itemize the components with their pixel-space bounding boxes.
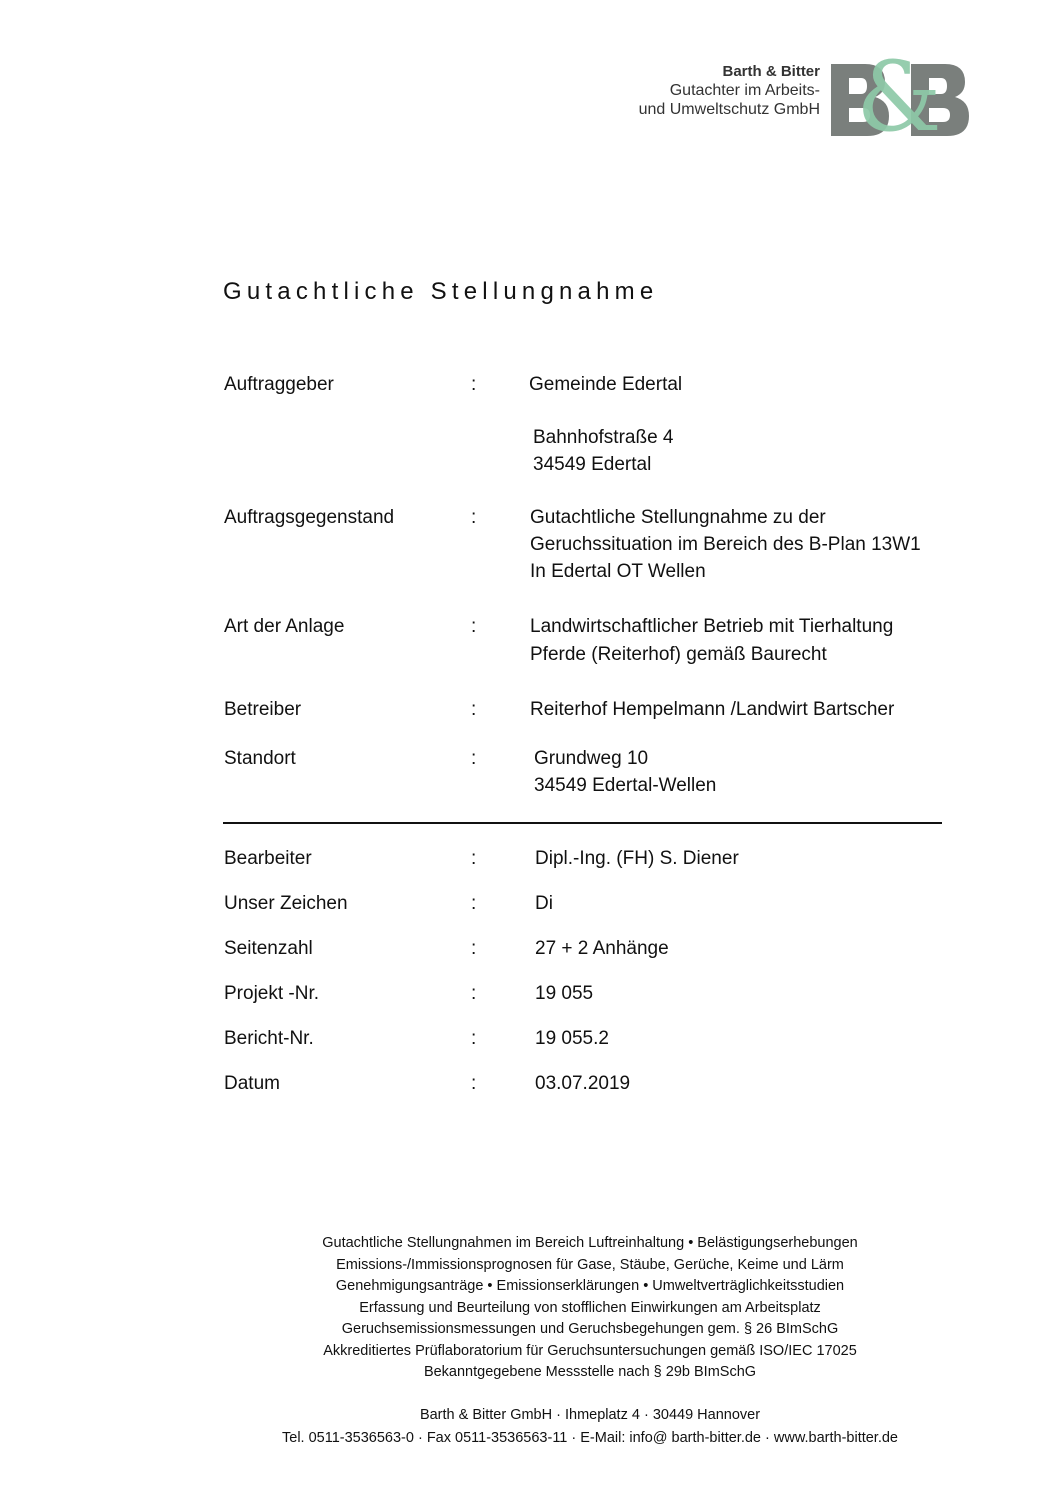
detail-colon: :: [471, 1028, 477, 1049]
field-value-line: Gemeinde Edertal: [529, 374, 683, 395]
detail-colon: :: [471, 983, 477, 1004]
field-label: Auftragsgegenstand: [224, 507, 395, 528]
field-value-line: In Edertal OT Wellen: [530, 561, 706, 582]
detail-label: Projekt -Nr.: [224, 983, 320, 1004]
field-colon: :: [471, 616, 477, 637]
field-value-line: Pferde (Reiterhof) gemäß Baurecht: [530, 644, 827, 665]
footer-service-line: Emissions-/Immissionsprognosen für Gase, Stäube, Gerüche, Keime und Lärm: [336, 1256, 844, 1273]
footer-service-line: Erfassung und Beurteilung von stofflichen Einwirkungen am Arbeitsplatz: [359, 1299, 821, 1316]
company-line-2: und Umweltschutz GmbH: [638, 101, 820, 118]
detail-value: 27 + 2 Anhänge: [535, 938, 669, 959]
field-label: Art der Anlage: [224, 616, 345, 637]
footer-service-line: Gutachtliche Stellungnahmen im Bereich Luftreinhaltung • Belästigungserhebungen: [322, 1235, 858, 1251]
company-name: Barth & Bitter: [722, 63, 820, 80]
field-value-line: Gutachtliche Stellungnahme zu der: [530, 507, 826, 528]
detail-value: 19 055: [535, 983, 594, 1004]
detail-label: Seitenzahl: [224, 938, 313, 959]
field-colon: :: [471, 699, 477, 720]
footer-service-line: Genehmigungsanträge • Emissionserklärungen • Umweltverträglichkeitsstudien: [335, 1278, 845, 1294]
footer-service-line: Bekanntgegebene Messstelle nach § 29b BImSchG: [423, 1364, 757, 1380]
field-value-line: 34549 Edertal: [533, 454, 652, 475]
detail-value: Dipl.-Ing. (FH) S. Diener: [535, 848, 739, 869]
company-line-1: Gutachter im Arbeits-: [669, 82, 820, 99]
field-value-line: Landwirtschaftlicher Betrieb mit Tierhaltung: [530, 616, 894, 637]
field-colon: :: [471, 748, 477, 769]
detail-value: 19 055.2: [535, 1028, 609, 1049]
detail-colon: :: [471, 893, 477, 914]
footer-contact: [90, 1404, 1058, 1450]
detail-value: 03.07.2019: [535, 1073, 631, 1094]
field-colon: :: [471, 507, 477, 528]
footer-services: [90, 1233, 1058, 1384]
company-text: [639, 62, 820, 119]
document-title: Gutachtliche Stellungnahme: [223, 278, 659, 305]
company-logo: [829, 50, 971, 142]
detail-label: Datum: [224, 1073, 280, 1094]
field-label: Betreiber: [224, 699, 302, 720]
footer-service-line: Akkreditiertes Prüflaboratorium für Geruchsuntersuchungen gemäß ISO/IEC 17025: [323, 1342, 857, 1359]
detail-colon: :: [471, 938, 477, 959]
field-value-line: Geruchssituation im Bereich des B-Plan 13W1: [530, 534, 921, 555]
footer-service-line: Geruchsemissionsmessungen und Geruchsbegehungen gem. § 26 BImSchG: [341, 1321, 839, 1337]
footer-contact-line: Tel. 0511-3536563-0 · Fax 0511-3536563-11 · E-Mail: info@ barth-bitter.de · www.barth-bitter.de: [282, 1430, 898, 1446]
logo-ampersand: &: [856, 50, 942, 142]
divider: [223, 822, 942, 824]
field-label: Auftraggeber: [224, 374, 334, 395]
field-value-line: Bahnhofstraße 4: [533, 427, 674, 448]
detail-label: Bericht-Nr.: [224, 1028, 314, 1049]
detail-colon: :: [471, 848, 477, 869]
field-label: Standort: [224, 748, 296, 769]
field-value-line: Grundweg 10: [534, 748, 649, 769]
field-value-line: 34549 Edertal-Wellen: [534, 775, 717, 796]
detail-label: Bearbeiter: [224, 848, 312, 869]
footer-address: Barth & Bitter GmbH · Ihmeplatz 4 · 30449 Hannover: [419, 1407, 761, 1423]
field-colon: :: [471, 374, 477, 395]
detail-label: Unser Zeichen: [224, 893, 348, 914]
field-value-line: Reiterhof Hempelmann /Landwirt Bartscher: [530, 699, 895, 720]
detail-value: Di: [535, 893, 553, 914]
detail-colon: :: [471, 1073, 477, 1094]
